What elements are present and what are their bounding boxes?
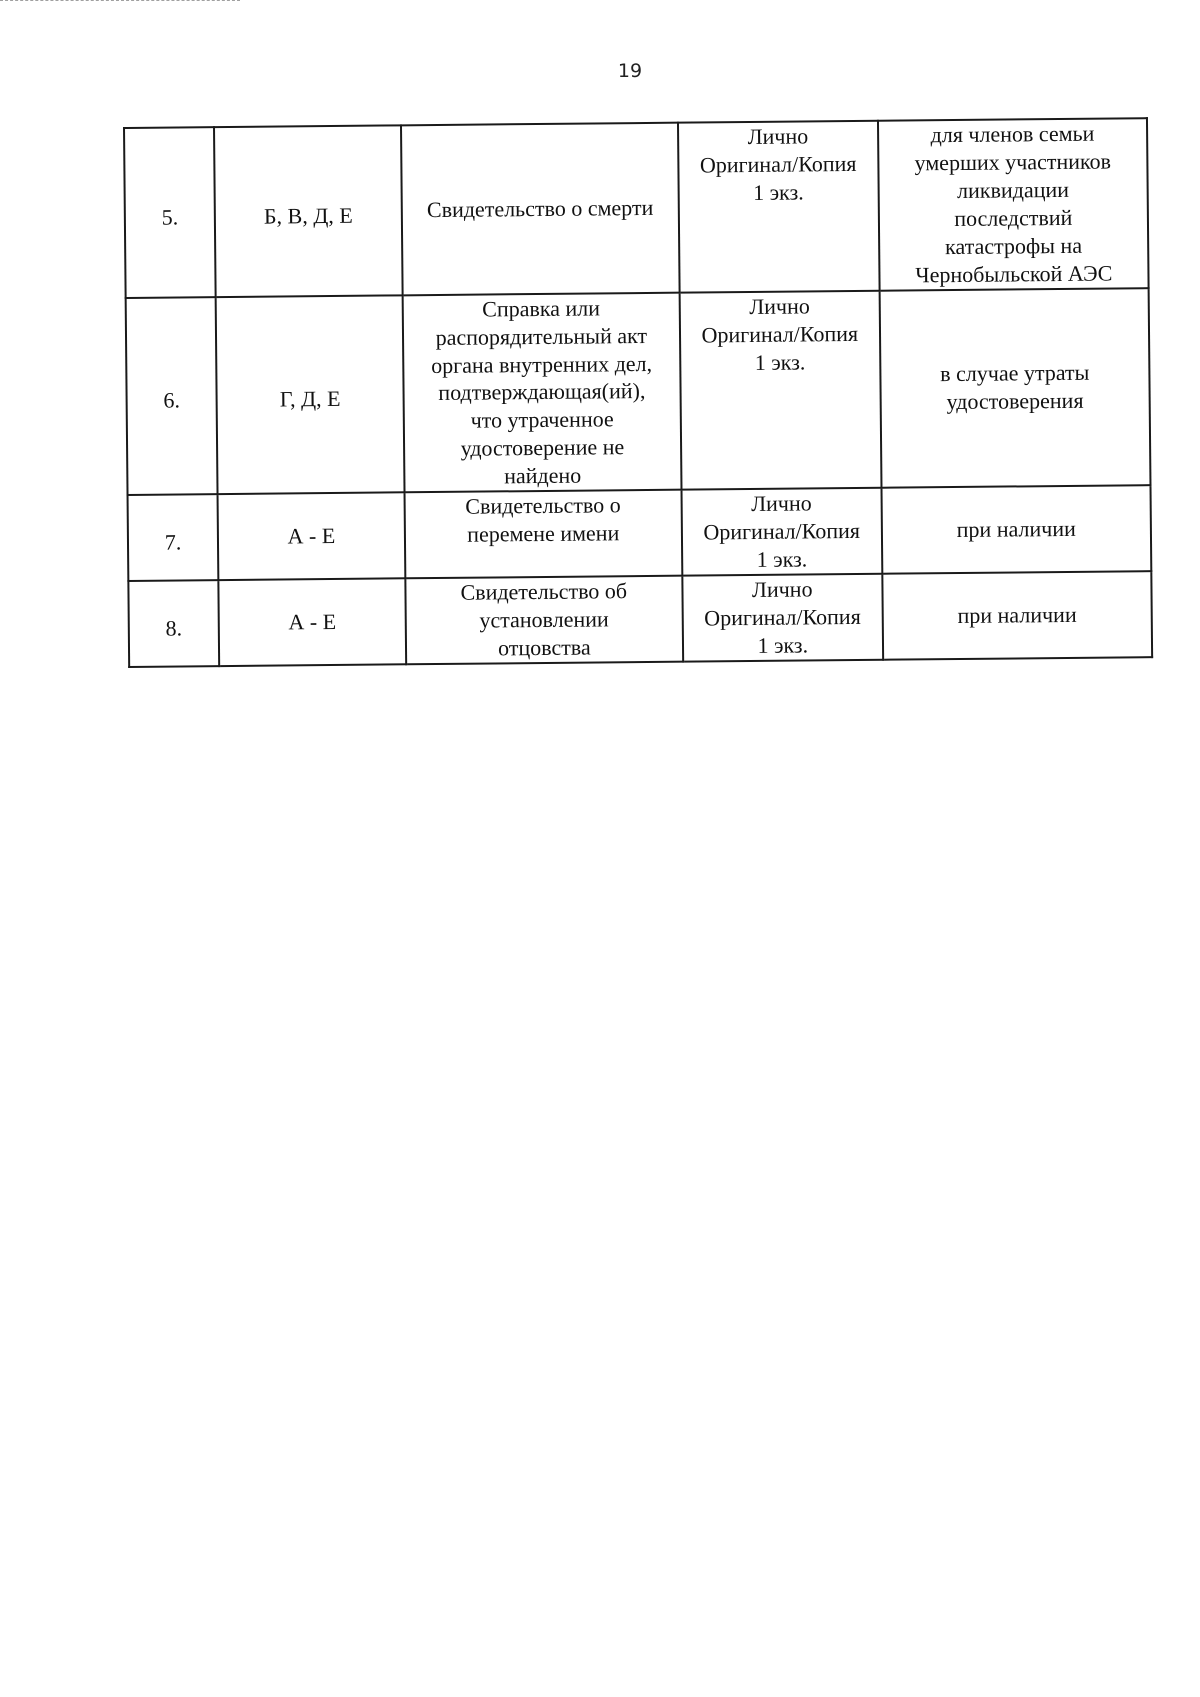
document-name: Свидетельство о смерти (401, 123, 680, 295)
document-note: при наличии (881, 485, 1151, 573)
table-row (128, 571, 1152, 667)
submission-form: Лично Оригинал/Копия 1 экз. (682, 574, 883, 662)
table-row (128, 485, 1152, 581)
document-note: в случае утраты удостоверения (879, 288, 1150, 488)
row-number: 6. (126, 297, 218, 495)
row-number: 7. (128, 494, 219, 581)
scan-edge-mark (0, 0, 240, 7)
row-number: 8. (128, 580, 219, 667)
document-note: для членов семьи умерших участников ликвидации последствий катастрофы на Чернобыльской АЭС (878, 118, 1149, 290)
applicant-categories: Б, В, Д, Е (214, 125, 402, 296)
page-number: 19 (617, 60, 643, 82)
table-row (126, 288, 1151, 495)
row-number: 5. (124, 127, 216, 297)
submission-form: Лично Оригинал/Копия 1 экз. (681, 488, 882, 576)
applicant-categories: А - Е (218, 493, 406, 581)
document-name: Свидетельство о перемене имени (404, 490, 682, 578)
document-name: Свидетельство об установлении отцовства (405, 576, 683, 664)
submission-form: Лично Оригинал/Копия 1 экз. (678, 121, 880, 293)
document-note: при наличии (882, 571, 1152, 659)
documents-table (123, 117, 1153, 668)
table-row (124, 118, 1149, 297)
applicant-categories: Г, Д, Е (216, 295, 405, 494)
submission-form: Лично Оригинал/Копия 1 экз. (679, 290, 881, 489)
applicant-categories: А - Е (218, 578, 406, 666)
document-name: Справка или распорядительный акт органа внутренних дел, подтверждающая(ий), что утраченное удостоверение не найдено (403, 292, 682, 492)
